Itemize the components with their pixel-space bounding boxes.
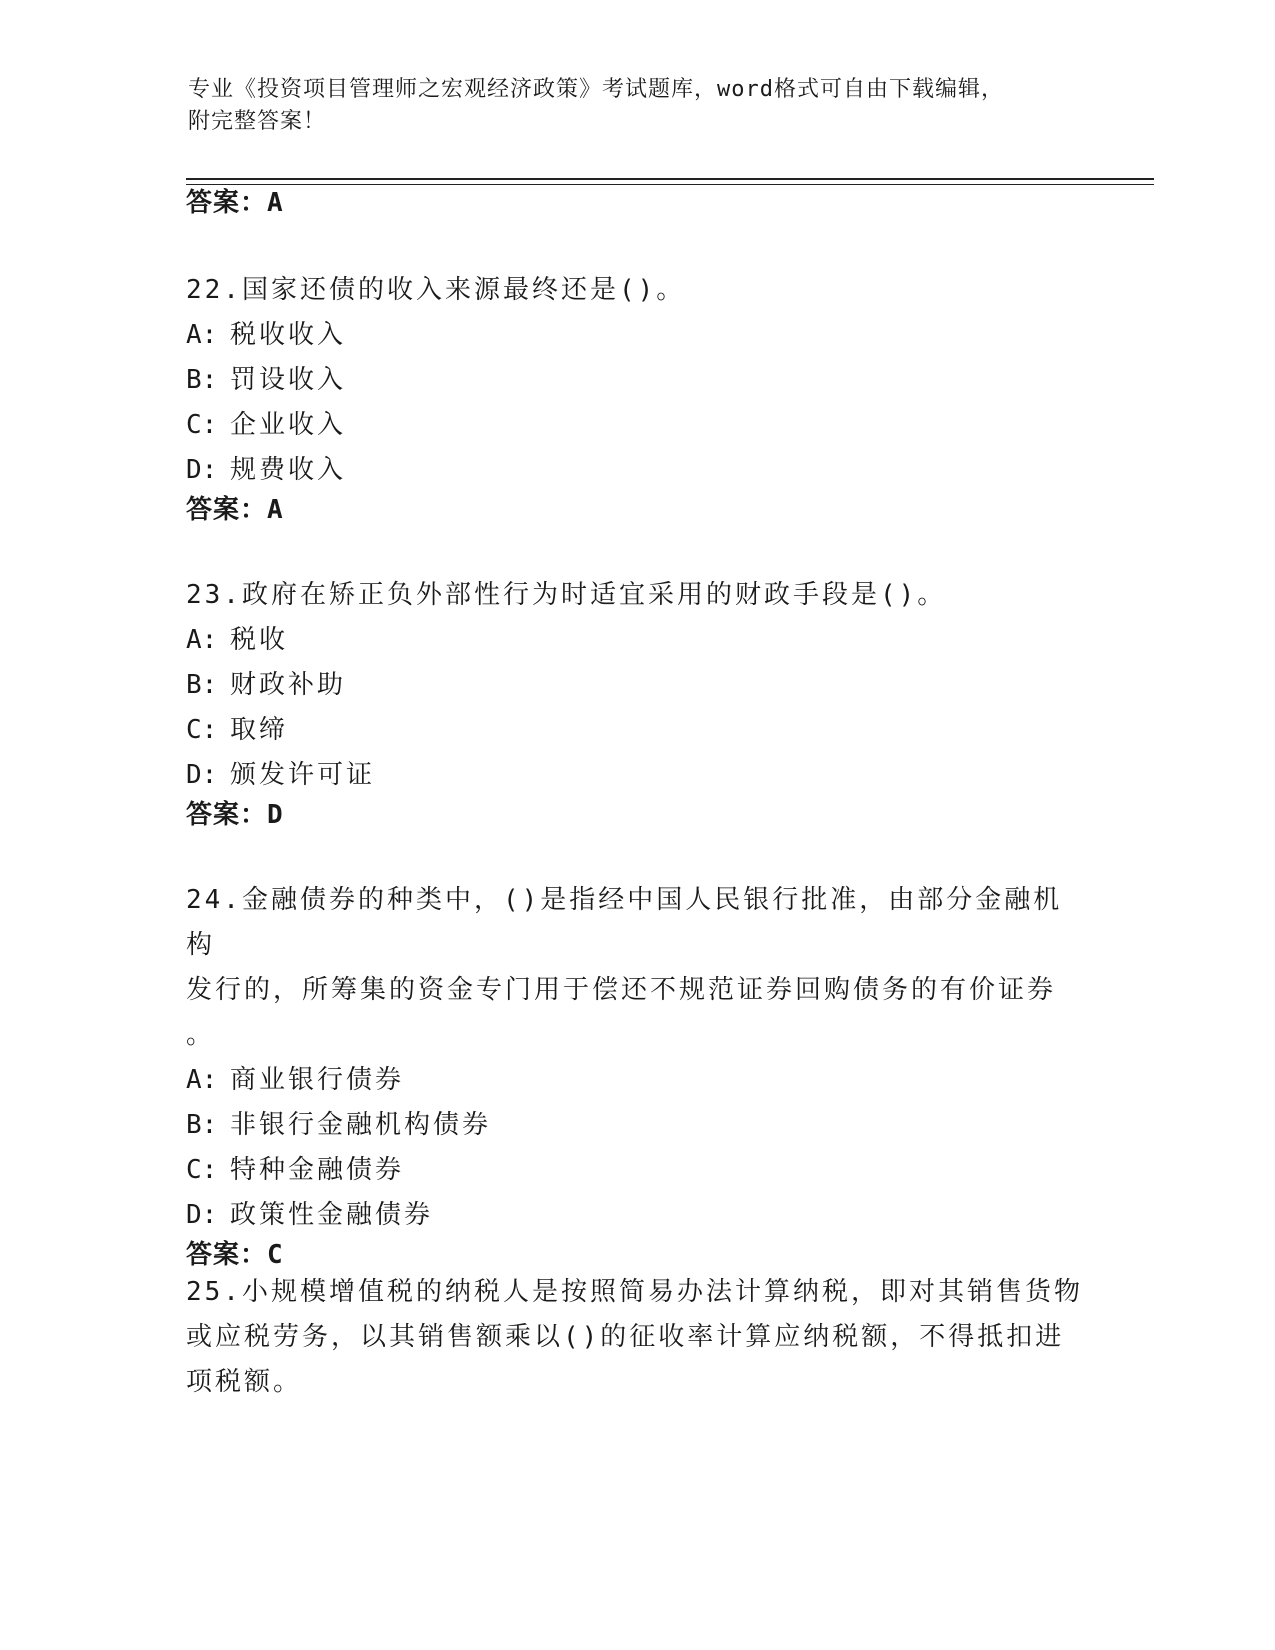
option-letter: C: — [186, 410, 218, 440]
option-text: 规费收入 — [230, 455, 347, 485]
option-a — [186, 618, 1086, 663]
option-c — [186, 403, 1086, 448]
answer-label: 答案：D — [186, 800, 284, 830]
question-22 — [186, 220, 1086, 527]
option-text: 特种金融债券 — [230, 1155, 405, 1185]
option-text: 取缔 — [230, 715, 289, 745]
option-d — [186, 753, 1086, 798]
option-d — [186, 448, 1086, 493]
option-b — [186, 663, 1086, 708]
option-letter: B: — [186, 365, 218, 395]
answer-label: 答案：A — [186, 188, 284, 218]
option-letter: D: — [186, 1200, 218, 1230]
option-c — [186, 708, 1086, 753]
header-line-1: 专业《投资项目管理师之宏观经济政策》考试题库，word格式可自由下载编辑， — [188, 77, 1004, 102]
option-b — [186, 1103, 1086, 1148]
question-text — [186, 878, 1086, 1058]
question-text-line: 发行的，所筹集的资金专门用于偿还不规范证券回购债务的有价证券 — [186, 975, 1057, 1005]
option-a — [186, 1058, 1086, 1103]
question-text-line: 项税额。 — [186, 1367, 303, 1397]
question-text: 23.政府在矫正负外部性行为时适宜采用的财政手段是()。 — [186, 580, 947, 610]
option-letter: A: — [186, 625, 218, 655]
option-c — [186, 1148, 1086, 1193]
option-a — [186, 313, 1086, 358]
option-text: 财政补助 — [230, 670, 347, 700]
question-text — [186, 1270, 1086, 1405]
header-divider-thin — [186, 184, 1154, 185]
option-letter: C: — [186, 715, 218, 745]
option-letter: A: — [186, 320, 218, 350]
question-text-line: 或应税劳务，以其销售额乘以()的征收率计算应纳税额，不得抵扣进 — [186, 1322, 1065, 1352]
option-text: 非银行金融机构债券 — [230, 1110, 492, 1140]
header-divider-thick — [186, 178, 1154, 180]
option-letter: D: — [186, 760, 218, 790]
answer-label: 答案：A — [186, 495, 284, 525]
question-25 — [186, 1222, 1086, 1405]
option-text: 颁发许可证 — [230, 760, 376, 790]
option-text: 政策性金融债券 — [230, 1200, 434, 1230]
option-text: 税收 — [230, 625, 289, 655]
option-letter: D: — [186, 455, 218, 485]
previous-answer-block — [186, 186, 1086, 220]
option-letter: B: — [186, 1110, 218, 1140]
option-b — [186, 358, 1086, 403]
option-letter: C: — [186, 1155, 218, 1185]
option-letter: A: — [186, 1065, 218, 1095]
document-header — [188, 74, 1088, 138]
question-text-line: 。 — [186, 1020, 216, 1050]
header-line-2: 附完整答案！ — [188, 109, 327, 134]
option-text: 商业银行债券 — [230, 1065, 405, 1095]
question-23 — [186, 525, 1086, 832]
question-text: 22.国家还债的收入来源最终还是()。 — [186, 275, 686, 305]
answer-label: 答案：C — [186, 1240, 284, 1270]
option-text: 企业收入 — [230, 410, 347, 440]
option-letter: B: — [186, 670, 218, 700]
option-text: 罚设收入 — [230, 365, 347, 395]
question-text-line: 25.小规模增值税的纳税人是按照简易办法计算纳税，即对其销售货物 — [186, 1277, 1083, 1307]
option-text: 税收收入 — [230, 320, 347, 350]
question-24 — [186, 830, 1086, 1272]
question-text-line: 24.金融债券的种类中，()是指经中国人民银行批准，由部分金融机构 — [186, 885, 1063, 960]
